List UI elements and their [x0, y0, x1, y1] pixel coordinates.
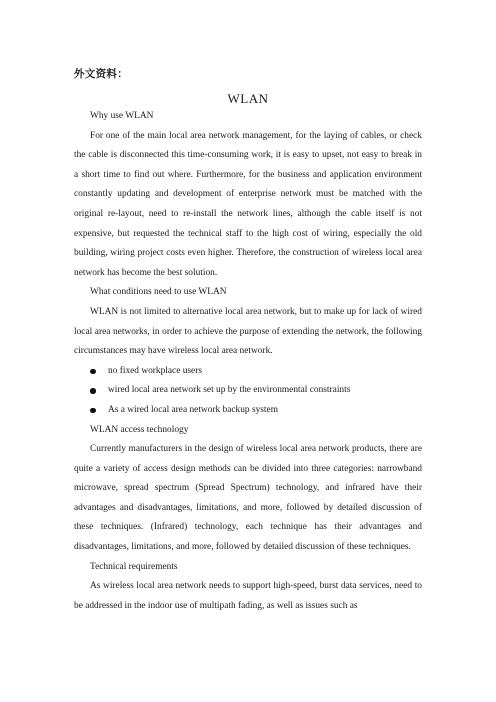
paragraph-conditions: WLAN is not limited to alternative local area network, but to make up for lack of wired local area networks, in order to achieve the purpose of extending the network, the following circumstances may have wireless local area network.: [74, 306, 422, 357]
section-label: 外文资料：: [74, 68, 128, 80]
bullet-list: [74, 362, 422, 421]
bullet-dot-icon: [90, 369, 96, 375]
document-title: WLAN: [227, 91, 269, 106]
heading-access-technology: WLAN access technology: [90, 424, 189, 435]
paragraph-technical-requirements: As wireless local area network needs to support high-speed, burst data services, need to be addressed in the indoor use of multipath fading, as well as issues such as: [74, 581, 422, 611]
bullet-text: wired local area network set up by the environmental constraints: [108, 385, 351, 396]
bullet-text: As a wired local area network backup system: [108, 404, 278, 415]
heading-why-use-wlan: Why use WLAN: [90, 111, 154, 121]
bullet-text: no fixed workplace users: [108, 365, 202, 376]
bullet-dot-icon: [90, 408, 96, 414]
bullet-item: [74, 381, 422, 401]
heading-technical-requirements: Technical requirements: [90, 561, 178, 572]
document-body: [74, 107, 422, 616]
bullet-item: [74, 362, 422, 382]
heading-conditions: What conditions need to use WLAN: [90, 287, 227, 298]
paragraph-access-technology: Currently manufacturers in the design of wireless local area network products, there are quite a variety of access design methods can be divided into three categories: narrowband microwave, spread spectrum (Spread Spectrum) technology, and infrared have their advantages and disadvantages, limitations, and more, followed by detailed discussion of these techniques. (Infrared) technology, each technique has their advantages and disadvantages, limitations, and more, followed by detailed discussion of these techniques.: [74, 444, 422, 553]
paragraph-why-use-wlan: For one of the main local area network management, for the laying of cables, or check the cable is disconnected this time-consuming work, it is easy to upset, not easy to break in a short time to find out where. Furthermore, for the business and application environment constantly updating and development of enterprise network must be matched with the original re-layout, need to re-install the network lines, although the cable itself is not expensive, but requested the technical staff to the high cost of wiring, especially the old building, wiring project costs even higher. Therefore, the construction of wireless local area network has become the best solution.: [74, 130, 422, 278]
bullet-dot-icon: [90, 388, 96, 394]
bullet-item: [74, 401, 422, 421]
